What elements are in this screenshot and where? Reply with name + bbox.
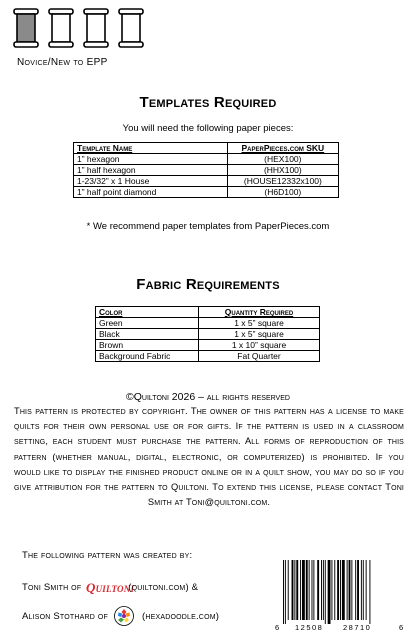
- fabric-quantity: 1 x 10” square: [199, 340, 320, 351]
- spool-icon-empty: [118, 8, 144, 48]
- column-header: PaperPieces.com SKU: [227, 143, 338, 154]
- difficulty-spools: [13, 8, 143, 48]
- author-name: Alison Stothard of: [22, 610, 108, 622]
- barcode-group-2: 28710: [343, 623, 372, 632]
- template-name: 1” half hexagon: [74, 165, 228, 176]
- template-name: 1” hexagon: [74, 154, 228, 165]
- fabric-quantity: 1 x 5” square: [199, 318, 320, 329]
- quiltoni-logo-text: Quiltoni: [86, 580, 135, 595]
- template-sku: (HEX100): [227, 154, 338, 165]
- quiltoni-logo: [86, 578, 135, 596]
- credit-line-2: [22, 606, 219, 626]
- spool-icon-empty: [83, 8, 109, 48]
- table-row: [96, 351, 320, 362]
- fabric-table: [95, 306, 320, 362]
- table-row: [96, 340, 320, 351]
- fabric-color: Brown: [96, 340, 199, 351]
- table-header-row: [96, 307, 320, 318]
- barcode-right-digit: 6: [399, 623, 404, 632]
- barcode-left-digit: 6: [275, 623, 280, 632]
- table-row: [96, 318, 320, 329]
- template-name: 1-23/32” x 1 House: [74, 176, 228, 187]
- fabric-quantity: 1 x 5” square: [199, 329, 320, 340]
- spool-icon-empty: [48, 8, 74, 48]
- skill-level: Novice/New to EPP: [17, 57, 108, 68]
- column-header: Color: [96, 307, 199, 318]
- fabric-quantity: Fat Quarter: [199, 351, 320, 362]
- barcode-bars: [283, 560, 370, 624]
- author-name: Toni Smith of: [22, 581, 82, 593]
- table-row: [74, 165, 339, 176]
- author-site: (quiltoni.com) &: [128, 581, 199, 593]
- hexadoodle-logo: [114, 606, 134, 626]
- templates-note: * We recommend paper templates from PaperPieces.com: [86, 221, 330, 232]
- author-site: (hexadoodle.com): [141, 610, 220, 622]
- table-header-row: [74, 143, 339, 154]
- credit-line-1: [22, 578, 198, 596]
- template-sku: (H6D100): [227, 187, 338, 198]
- fabric-title: Fabric Requirements: [136, 276, 280, 293]
- column-header: Quantity Required: [199, 307, 320, 318]
- table-row: [96, 329, 320, 340]
- templates-intro: You will need the following paper pieces:: [122, 123, 294, 134]
- credits-intro: The following pattern was created by:: [22, 550, 193, 561]
- copyright-line: ©Quiltoni 2026 – all rights reserved: [126, 391, 290, 403]
- table-row: [74, 187, 339, 198]
- fabric-color: Black: [96, 329, 199, 340]
- template-name: 1” half point diamond: [74, 187, 228, 198]
- column-header: Template Name: [74, 143, 228, 154]
- barcode-group-1: 12508: [295, 623, 324, 632]
- table-row: [74, 176, 339, 187]
- templates-title: Templates Required: [139, 94, 277, 111]
- table-row: [74, 154, 339, 165]
- spool-icon-filled: [13, 8, 39, 48]
- license-text: This pattern is protected by copyright. The owner of this pattern has a license to make quilts for their own personal use or for gifts. If the pattern is used in a classroom setting, each student must purchase the pattern. All forms of reproduction of this pattern (whether manual, digital, electronic, or computerized) is prohibited. If you would like to display the finished product online or in a quilt show, you may do so if you give attribution for the pattern to Quiltoni. To extend this license, please contact Toni Smith at Toni@quiltoni.com.: [14, 406, 404, 508]
- fabric-color: Background Fabric: [96, 351, 199, 362]
- barcode: [273, 560, 407, 632]
- fabric-color: Green: [96, 318, 199, 329]
- template-sku: (HHX100): [227, 165, 338, 176]
- template-sku: (HOUSE12332x100): [227, 176, 338, 187]
- templates-table: [73, 142, 339, 198]
